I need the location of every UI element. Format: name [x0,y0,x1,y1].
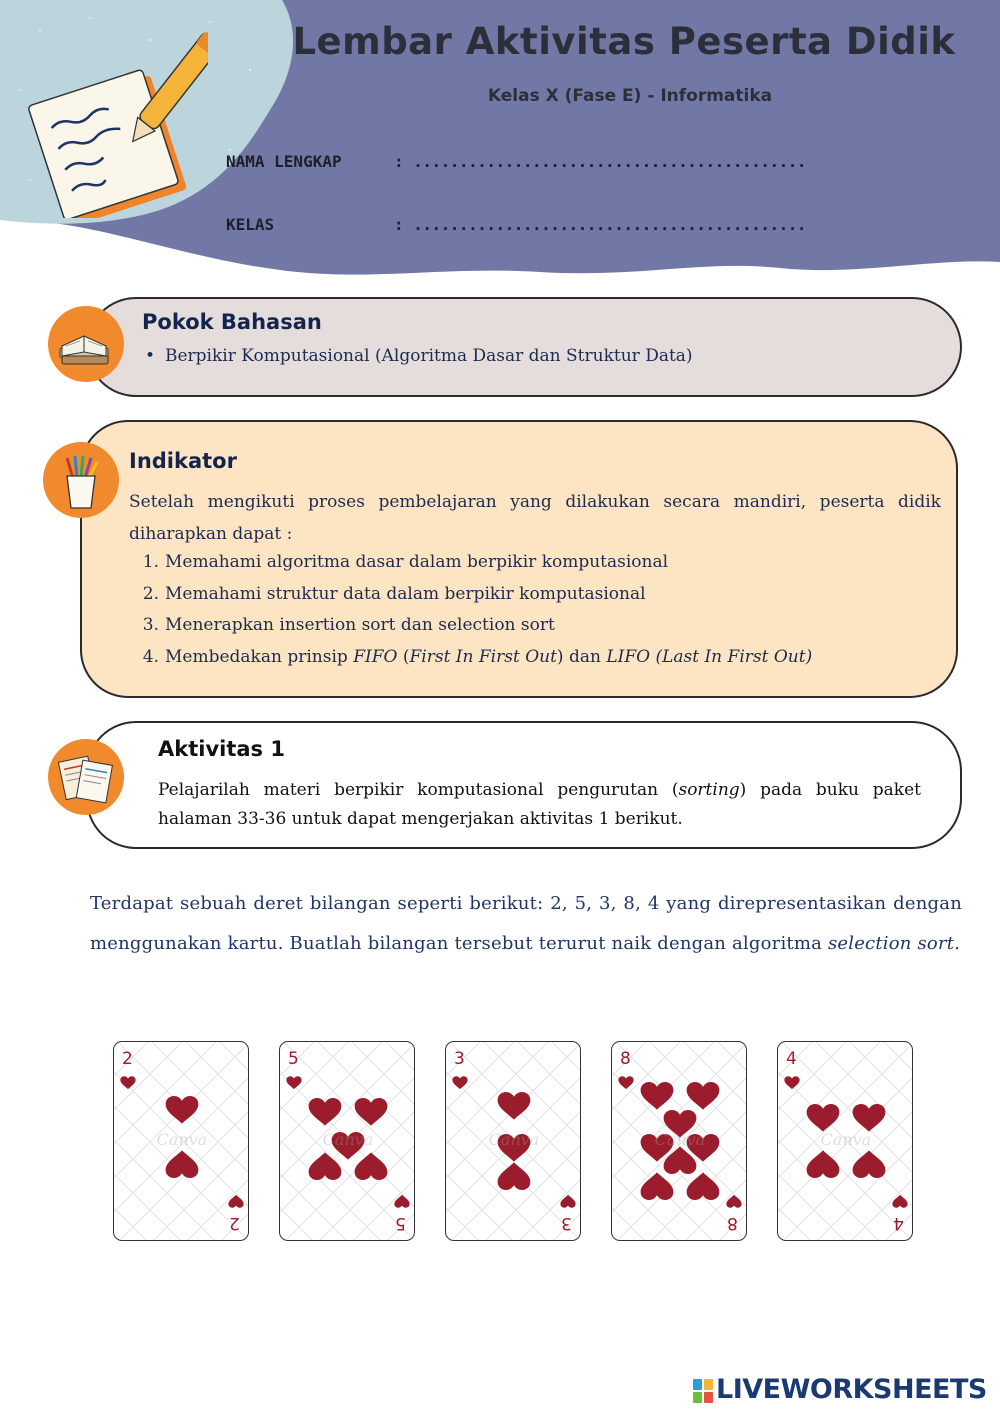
heart-pip-icon [807,1150,840,1178]
list-item-text-pre: Membedakan prinsip [165,646,354,667]
list-item-number: 4. [142,646,159,667]
card-rank-bottom: 3 [561,1213,572,1233]
heart-pip-icon [807,1104,840,1132]
class-field-separator: : [394,215,414,234]
heart-pip-icon [687,1172,720,1200]
corner-heart-icon [452,1076,467,1089]
card-rank-bottom: 5 [395,1213,406,1233]
liveworksheets-logo-text: LIVEWORKSHEETS [716,1374,987,1405]
heart-pip-icon [641,1172,674,1200]
class-field-label: KELAS [226,215,275,234]
heart-pip-icon [853,1104,886,1132]
fifo-full-term: First In First Out [409,646,557,667]
heart-pip-icon [498,1092,531,1120]
class-field-blank[interactable]: ........................................... [413,215,806,234]
pencil-cup-badge [43,442,119,518]
list-item-number: 3. [142,615,159,635]
pokok-bahasan-title: Pokok Bahasan [142,310,322,334]
indikator-title: Indikator [129,449,237,473]
list-item-text: Memahami algoritma dasar dalam berpikir komputasional [165,552,669,572]
list-item-close: ) dan [556,646,607,667]
card-rank-top: 3 [454,1049,465,1069]
card-rank-top: 8 [620,1049,631,1069]
card-rank-bottom: 2 [229,1213,240,1233]
notepad-pen-illustration [28,28,208,218]
card-rank-top: 2 [122,1049,133,1069]
playing-card-2[interactable] [113,1041,249,1241]
card-watermark: Canva [820,1130,872,1149]
card-rank-top: 4 [786,1049,797,1069]
page-title: Lembar Aktivitas Peserta Didik [292,20,956,63]
corner-heart-icon [286,1076,301,1089]
book-icon [48,306,124,382]
aktivitas-text-pre: Pelajarilah materi berpikir komputasional pengurutan ( [158,780,679,800]
playing-card-4[interactable] [777,1041,913,1241]
heart-pip-icon [853,1150,886,1178]
list-item [129,642,812,674]
papers-badge [48,739,124,815]
bullet-icon: • [145,346,156,366]
list-item-text: Memahami struktur data dalam berpikir komputasional [165,583,646,604]
list-item-text: Menerapkan insertion sort dan selection sort [165,615,555,635]
name-field[interactable] [226,152,806,171]
card-watermark: Canva [156,1130,208,1149]
task-text: Terdapat sebuah deret bilangan seperti berikut: 2, 5, 3, 8, 4 yang direpresentasikan dengan menggunakan kartu. Buatlah bilangan tersebut terurut naik dengan algoritma [90,893,962,954]
card-watermark: Canva [488,1130,540,1149]
heart-pip-icon [355,1152,388,1180]
liveworksheets-logo-icon [692,1378,716,1404]
corner-heart-icon [784,1076,799,1089]
pencil-cup-icon [43,442,119,518]
list-item [129,579,812,611]
card-rank-top: 5 [288,1049,299,1069]
pokok-bahasan-item-text: Berpikir Komputasional (Algoritma Dasar dan Struktur Data) [165,346,693,366]
task-text-em: selection sort. [827,933,961,954]
heart-pip-icon [355,1098,388,1126]
pokok-bahasan-item [145,346,693,366]
aktivitas-text [158,776,921,834]
card-rank-bottom: 4 [893,1213,904,1233]
indikator-intro: Setelah mengikuti proses pembelajaran yang dilakukan secara mandiri, peserta didik diharapkan dapat : [129,492,941,544]
name-field-label: NAMA LENGKAP [226,152,342,171]
list-item [129,547,812,579]
name-field-separator: : [394,152,414,171]
corner-heart-icon [618,1076,633,1089]
list-item-number: 2. [142,583,159,604]
list-item-open: ( [397,646,410,667]
book-badge [48,306,124,382]
corner-heart-icon [120,1076,135,1089]
name-field-blank[interactable]: ........................................... [413,152,806,171]
class-field[interactable] [226,215,806,234]
heart-pip-icon [166,1096,199,1124]
aktivitas-text-em: sorting [678,780,740,800]
lifo-term: LIFO (Last In First Out) [606,646,813,667]
list-item-number: 1. [142,552,159,572]
card-watermark: Canva [654,1130,706,1149]
page-subtitle: Kelas X (Fase E) - Informatika [487,86,773,106]
playing-card-8[interactable] [611,1041,747,1241]
indikator-list [129,547,812,673]
fifo-term: FIFO [353,646,398,667]
aktivitas-title: Aktivitas 1 [158,737,285,761]
heart-pip-icon [309,1152,342,1180]
list-item [129,610,812,642]
papers-icon [48,739,124,815]
heart-pip-icon [687,1082,720,1110]
card-rank-bottom: 8 [727,1213,738,1233]
card-watermark: Canva [322,1130,374,1149]
playing-card-3[interactable] [445,1041,581,1241]
aktivitas-text-post: ) pada buku paket halaman 33-36 untuk dapat mengerjakan aktivitas 1 berikut. [158,780,922,829]
task-instructions [90,884,962,964]
playing-card-5[interactable] [279,1041,415,1241]
